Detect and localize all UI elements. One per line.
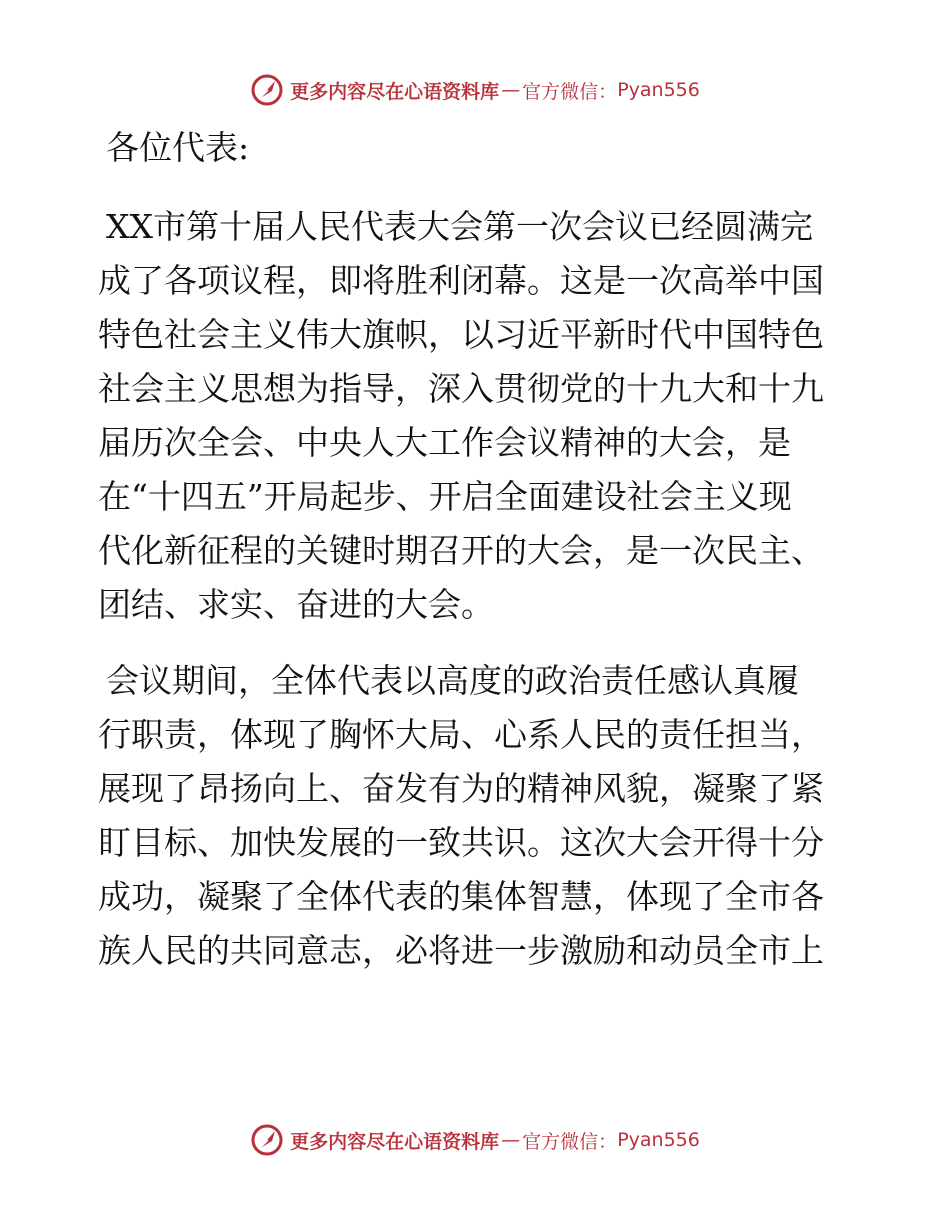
paragraph-line: 社会主义思想为指导，深入贯彻党的十九大和十九 (98, 369, 824, 408)
watermark-brand: 更多内容尽在心语资料库 (290, 1130, 500, 1153)
watermark-brand: 更多内容尽在心语资料库 (290, 80, 500, 103)
watermark-wechat-id: Pyan556 (617, 1129, 700, 1151)
paragraph-line: 代化新征程的关键时期召开的大会，是一次民主、 (98, 531, 824, 570)
watermark-wechat-label: 官方微信： (522, 1130, 618, 1153)
paragraph-line: 特色社会主义伟大旗帜，以习近平新时代中国特色 (98, 315, 824, 354)
paragraph-line: 团结、求实、奋进的大会。 (98, 585, 494, 624)
paragraph-line: 成了各项议程，即将胜利闭幕。这是一次高举中国 (98, 261, 824, 300)
paragraph-1 (98, 200, 850, 632)
paragraph-line: XX市第十届人民代表大会第一次会议已经圆满完 (106, 207, 813, 246)
footer-watermark (0, 1120, 950, 1160)
paragraph-line: 盯目标、加快发展的一致共识。这次大会开得十分 (98, 823, 824, 862)
paragraph-line: 届历次全会、中央人大工作会议精神的大会，是 (98, 423, 791, 462)
quill-logo-icon (250, 1123, 284, 1157)
paragraph-line: 在“十四五”开局起步、开启全面建设社会主义现 (98, 477, 792, 516)
paragraph-line: 族人民的共同意志，必将进一步激励和动员全市上 (98, 931, 824, 970)
quill-logo-icon (250, 73, 284, 107)
document-body (98, 122, 850, 1000)
watermark-dash: — (501, 1129, 521, 1151)
header-watermark (0, 70, 950, 110)
paragraph-line: 行职责，体现了胸怀大局、心系人民的责任担当， (98, 715, 824, 754)
paragraph-2 (98, 654, 850, 978)
paragraph-line: 成功，凝聚了全体代表的集体智慧，体现了全市各 (98, 877, 824, 916)
watermark-wechat-id: Pyan556 (617, 79, 700, 101)
paragraph-line: 展现了昂扬向上、奋发有为的精神风貌，凝聚了紧 (98, 769, 824, 808)
salutation: 各位代表: (106, 128, 250, 167)
watermark-wechat-label: 官方微信： (522, 80, 618, 103)
paragraph-line: 会议期间，全体代表以高度的政治责任感认真履 (106, 661, 799, 700)
watermark-dash: — (501, 79, 521, 101)
